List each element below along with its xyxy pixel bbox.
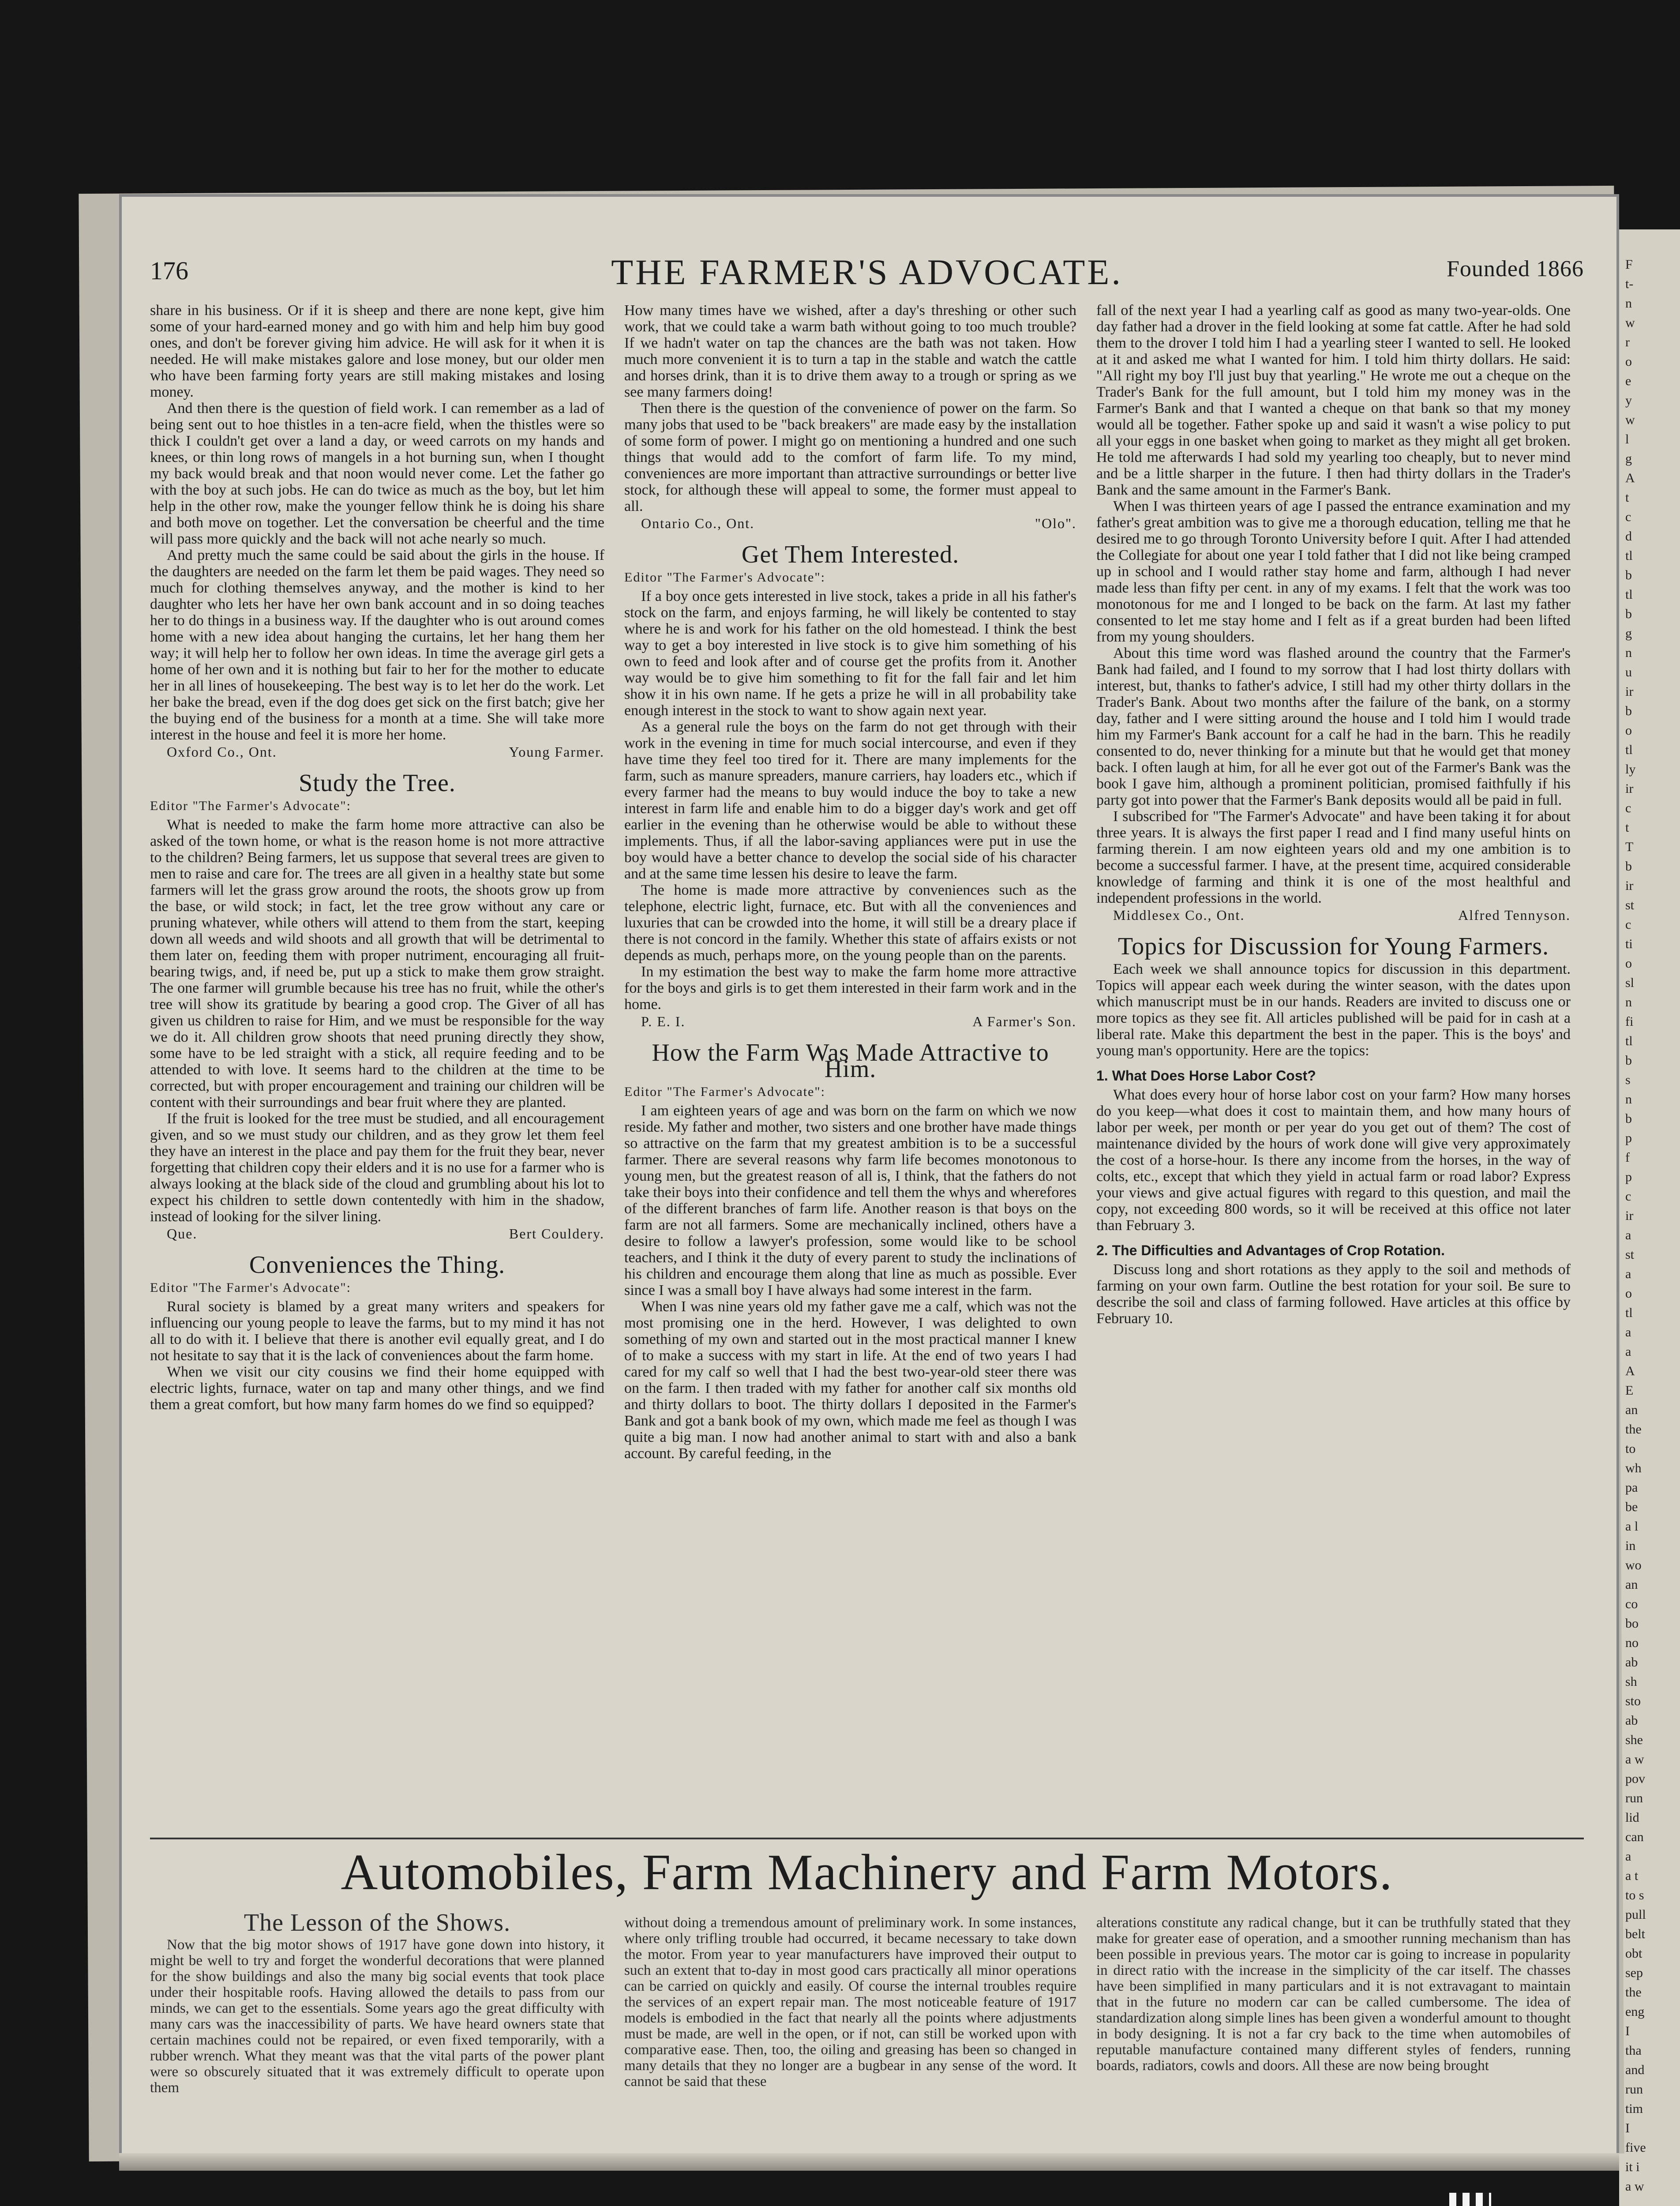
edge-text-fragment: she — [1625, 1733, 1643, 1747]
edge-text-fragment: ir — [1625, 1208, 1634, 1223]
edge-text-fragment: t — [1625, 820, 1629, 835]
edge-text-fragment: t- — [1625, 277, 1634, 291]
binder-clip — [1449, 2193, 1491, 2206]
edge-text-fragment: p — [1625, 1170, 1632, 1184]
edge-text-fragment: ir — [1625, 878, 1634, 893]
edge-text-fragment: t — [1625, 490, 1629, 505]
signature-name: "Olo". — [1035, 515, 1076, 531]
column-1 — [150, 302, 604, 1413]
edge-text-fragment: l — [1625, 432, 1629, 446]
edge-text-fragment: f — [1625, 1150, 1630, 1165]
column-2 — [624, 302, 1076, 1462]
edge-text-fragment: tl — [1625, 1034, 1633, 1048]
signature-name: Alfred Tennyson. — [1458, 907, 1571, 923]
paragraph: If a boy once gets interested in live stock, takes a pride in all his father's stock on the farm, and enjoys farming, he will likely be contented to stay where he is and work for his father on the old homestead. I think the best way to get a boy interested in live stock is to give him something of his own to feed and look after and of course get the profits from it. Another way would be to give him something to fit for the fall fair and let him show it in his own name. If he gets a prize he will in all probability take enough interest in the stock to want to show again next year. — [624, 588, 1076, 719]
edge-text-fragment: a — [1625, 1325, 1631, 1339]
signature-name: A Farmer's Son. — [972, 1013, 1076, 1029]
topic-heading: 2. The Difficulties and Advantages of Crop Rotation. — [1096, 1242, 1445, 1258]
paragraph: When I was thirteen years of age I passed the entrance examination and my father's great ambition was to give me a thorough education, telling me that he desired me to go through Toronto University before I quit. After I had attended the Collegiate for about one year I told father that I did not like being cramped up in school and I would rather stay home and farm, although I had never made less than fifty per cent. in any of my exams. I felt that the work was too monotonous for me and I longed to be back on the farm. At last my father consented to let me stay home and I felt as if a great burden had been lifted from my young shoulders. — [1096, 498, 1571, 645]
lower-column-3 — [1096, 1915, 1571, 2074]
signature-name: Young Farmer. — [509, 744, 604, 760]
paragraph: When we visit our city cousins we find their home equipped with electric lights, furnace, water on tap and many other things, and we find them a great comfort, but how many farm homes do we find so equipped? — [150, 1364, 604, 1413]
column-3 — [1096, 302, 1571, 1327]
edge-text-fragment: obt — [1625, 1946, 1642, 1961]
edge-text-fragment: g — [1625, 626, 1632, 641]
paragraph: fall of the next year I had a yearling calf as good as many two-year-olds. One day father had a drover in the field looking at some fat cattle. After he had sold them to the drover I told him I had a yearling steer I wanted to sell. He looked at it and asked me what I wanted for him. I told him thirty dollars. He said: "All right my boy I'll just buy that yearling." He wrote me out a cheque on the Trader's Bank for the full amount, but I told him my money was in the Farmer's Bank and that I wanted a cheque on that bank so that my money would all be together. Father spoke up and said it wasn't a wise policy to put all your eggs in one basket when going to market as they might all get broken. He told me afterwards I had sold my yearling too cheaply, but to never mind and be a little sharper in the future. I then had thirty dollars in the Trader's Bank and the same amount in the Farmer's Bank. — [1096, 302, 1571, 498]
edge-text-fragment: o — [1625, 723, 1632, 738]
edge-text-fragment: run — [1625, 2082, 1643, 2097]
editor-line: Editor "The Farmer's Advocate": — [624, 570, 825, 585]
edge-text-fragment: u — [1625, 665, 1632, 679]
edge-text-fragment: c — [1625, 917, 1631, 932]
paragraph: Now that the big motor shows of 1917 have gone down into history, it might be well to try and forget the wonderful decorations that were planned for the show buildings and also the many big social events that took place under their hospitable roofs. Having allowed the details to pass from our minds, we can get to the essentials. Some years ago the great difficulty with many cars was the inaccessibility of parts. We have heard owners state that certain machines could not be repaired, or even fixed temporarily, with a rubber wrench. What they meant was that the vital parts of the power plant were so obscurely situated that it was extremely difficult to operate upon them — [150, 1937, 604, 2096]
edge-text-fragment: ir — [1625, 684, 1634, 699]
edge-text-fragment: pov — [1625, 1771, 1645, 1786]
article-heading: Topics for Discussion for Young Farmers. — [1118, 933, 1549, 960]
signature-place: Middlesex Co., Ont. — [1113, 907, 1245, 923]
edge-text-fragment: bo — [1625, 1616, 1639, 1631]
edge-text-fragment: five — [1625, 2140, 1646, 2155]
edge-text-fragment: an — [1625, 1403, 1638, 1417]
edge-text-fragment: ly — [1625, 762, 1636, 777]
section-banner: Automobiles, Farm Machinery and Farm Motors. — [150, 1838, 1584, 1901]
edge-text-fragment: b — [1625, 568, 1632, 582]
edge-text-fragment: b — [1625, 859, 1632, 874]
edge-text-fragment: to — [1625, 1441, 1636, 1456]
edge-text-fragment: a — [1625, 1344, 1631, 1359]
paragraph: Then there is the question of the convenience of power on the farm. So many jobs that used to be "back breakers" are made easy by the installation of some form of power. I might go on mentioning a hundred and one such things that would add to the comfort of farm life. To my mind, conveniences are more important than attractive surroundings or better live stock, for although these will appeal to some, the former must appeal to all. — [624, 400, 1076, 514]
edge-text-fragment: r — [1625, 335, 1630, 349]
signature — [624, 515, 1076, 532]
paragraph: What does every hour of horse labor cost on your farm? How many horses do you keep—what does it cost to maintain them, and how many hours of labor per week, per month or per year do you get out of them? The cost of maintenance divided by the hours of work done will give very approximately the cost of a horse-hour. Is there any income from the horses, in the way of colts, etc., except that which they yield in actual farm or road labor? Express your views and give actual figures with regard to this question, and mail the copy, not exceeding 800 words, so it will be received at this office not later than February 3. — [1096, 1087, 1571, 1234]
signature — [624, 1013, 1076, 1030]
page-bottom-curl — [119, 2153, 1619, 2171]
edge-text-fragment: n — [1625, 645, 1632, 660]
edge-text-fragment: c — [1625, 801, 1631, 815]
edge-text-fragment: F — [1625, 257, 1633, 272]
page-number: 176 — [150, 256, 188, 285]
signature — [150, 744, 604, 760]
edge-text-fragment: c — [1625, 510, 1631, 524]
edge-text-fragment: sto — [1625, 1694, 1641, 1708]
edge-text-fragment: w — [1625, 413, 1635, 427]
edge-text-fragment: A — [1625, 1364, 1635, 1378]
masthead-title: THE FARMER'S ADVOCATE. — [611, 252, 1123, 292]
article-heading: Get Them Interested. — [741, 541, 960, 568]
lower-column-1 — [150, 1909, 604, 2096]
edge-text-fragment: a w — [1625, 2179, 1644, 2194]
paragraph: I am eighteen years of age and was born on the farm on which we now reside. My father and mother, two sisters and one brother have made things so attractive on the farm that my greatest ambition is to be a successful farmer. There are several reasons why farm life becomes monotonous to young men, but the greatest reason of all is, I think, that the fathers do not take their boys into their confidence and tell them the whys and wherefores of the different branches of farm life. Another reason is that boys on the farm are not all farmers. Some are mechanically inclined, others have a desire to follow a lawyer's profession, some would like to be school teachers, and I think it the duty of every parent to study the inclinations of his children and encourage them along that line as much as possible. Ever since I was a small boy I have always had some interest in the farm. — [624, 1103, 1076, 1298]
edge-text-fragment: ab — [1625, 1655, 1638, 1670]
edge-text-fragment: a — [1625, 1849, 1631, 1864]
founded-line: Founded 1866 — [1447, 256, 1584, 281]
edge-text-fragment: ir — [1625, 781, 1634, 796]
edge-text-fragment: d — [1625, 529, 1632, 544]
paragraph: The home is made more attractive by conveniences such as the telephone, electric light, furnace, etc. But with all the conveniences and luxuries that can be crowded into the home, it will still be a dreary place if there is not concord in the family. Whether this state of affairs exists or not depends as much, perhaps more, on the young people than on the parents. — [624, 882, 1076, 964]
paragraph: Discuss long and short rotations as they apply to the soil and methods of farming on your own farm. Outline the best rotation for your soil. Be sure to describe the soil and class of farming followed. Have articles at this office by February 10. — [1096, 1261, 1571, 1327]
edge-text-fragment: st — [1625, 898, 1635, 912]
edge-text-fragment: a t — [1625, 1868, 1639, 1883]
edge-text-fragment: no — [1625, 1636, 1639, 1650]
edge-text-fragment: b — [1625, 1111, 1632, 1126]
topic-heading: 1. What Does Horse Labor Cost? — [1096, 1068, 1316, 1084]
edge-text-fragment: sh — [1625, 1674, 1637, 1689]
edge-text-fragment: sep — [1625, 1966, 1643, 1980]
paragraph: How many times have we wished, after a day's threshing or other such work, that we could take a warm bath without going to too much trouble? If we hadn't water on tap the chances are the bath was not taken. How much more convenient it is to turn a tap in the stable and watch the cattle and horses drink, than it is to drive them away to a trough or spring as we see many farmers doing! — [624, 302, 1076, 400]
article-heading: Conveniences the Thing. — [249, 1251, 506, 1279]
paragraph: About this time word was flashed around the country that the Farmer's Bank had failed, and I found to my sorrow that I had lost thirty dollars with interest, but, thanks to father's advice, I still had my other thirty dollars in the Trader's Bank. About two months after the failure of the bank, on a stormy day, father and I were sitting around the house and I told him I would trade him my Farmer's Bank account for a calf he had in the barn. This he readily consented to do, never thinking for a minute but that he would get that money back. I often laugh at him, for all he ever got out of the Farmer's Bank was the book I gave him, although a prominent politician, promised faithfully if his party got into power that the Farmer's Bank deposits would all be paid in full. — [1096, 645, 1571, 808]
edge-text-fragment: y — [1625, 393, 1632, 408]
paragraph: share in his business. Or if it is sheep and there are none kept, give him some of your hard-earned money and go with him and help him buy good ones, and don't be forever giving him advice. He will ask for it when it is needed. He will make mistakes galore and lose money, but our older men who have been farming forty years are still making mistakes and losing money. — [150, 302, 604, 400]
edge-text-fragment: to s — [1625, 1888, 1644, 1902]
adjacent-page-edge — [1619, 229, 1680, 2206]
edge-text-fragment: I — [1625, 2024, 1630, 2038]
edge-text-fragment: co — [1625, 1597, 1638, 1611]
edge-text-fragment: a — [1625, 1267, 1631, 1281]
paragraph: Each week we shall announce topics for discussion in this department. Topics will appear each week during the winter season, with the dates upon which manuscript must be in our hands. Readers are invited to discuss one or more topics as they see fit. All articles published will be paid for in cash at a liberal rate. Make this department the best in the paper. This is the boys' and young man's opportunity. Here are the topics: — [1096, 961, 1571, 1059]
edge-text-fragment: b — [1625, 1053, 1632, 1068]
signature-place: Oxford Co., Ont. — [167, 744, 277, 760]
edge-text-fragment: fi — [1625, 1014, 1634, 1029]
edge-text-fragment: T — [1625, 840, 1634, 854]
lower-column-2 — [624, 1915, 1076, 2090]
paragraph: without doing a tremendous amount of preliminary work. In some instances, where only trifling trouble had occurred, it became necessary to take down the motor. From year to year manufacturers have improved their output to such an extent that to-day in most good cars practically all minor operations can be carried on quickly and easily. Of course the internal troubles require the services of an expert repair man. The most noticeable feature of 1917 models is embodied in the fact that nearly all the points where adjustments must be made, are well in the open, or if not, can still be worked upon with comparative ease. Then, too, the oiling and greasing has been so changed in many details that they no longer are a bugbear in any sense of the word. It cannot be said that these — [624, 1915, 1076, 2090]
edge-text-fragment: can — [1625, 1830, 1644, 1844]
edge-text-fragment: the — [1625, 1422, 1642, 1437]
edge-text-fragment: n — [1625, 995, 1632, 1009]
edge-text-fragment: tl — [1625, 587, 1633, 602]
edge-text-fragment: eng — [1625, 2004, 1645, 2019]
edge-text-fragment: ab — [1625, 1713, 1638, 1728]
page-header — [150, 251, 1584, 291]
edge-text-fragment: o — [1625, 354, 1632, 369]
article-heading: Study the Tree. — [299, 769, 456, 797]
edge-text-fragment: sl — [1625, 975, 1635, 990]
paragraph: In my estimation the best way to make the farm home more attractive for the boys and girls is to get them interested in their farm work and in the home. — [624, 964, 1076, 1013]
article-heading: The Lesson of the Shows. — [244, 1909, 511, 1936]
signature-place: Ontario Co., Ont. — [641, 515, 755, 531]
signature-name: Bert Couldery. — [509, 1226, 604, 1242]
edge-text-fragment: o — [1625, 1286, 1632, 1301]
edge-text-fragment: b — [1625, 704, 1632, 718]
edge-text-fragment: a l — [1625, 1519, 1639, 1534]
edge-text-fragment: tim — [1625, 2101, 1643, 2116]
edge-text-fragment: o — [1625, 956, 1632, 971]
edge-text-fragment: tl — [1625, 1306, 1633, 1320]
edge-text-fragment: n — [1625, 1092, 1632, 1107]
edge-text-fragment: an — [1625, 1577, 1638, 1592]
edge-text-fragment: pa — [1625, 1480, 1638, 1495]
edge-text-fragment: it i — [1625, 2160, 1640, 2174]
editor-line: Editor "The Farmer's Advocate": — [624, 1084, 825, 1099]
editor-line: Editor "The Farmer's Advocate": — [150, 799, 351, 813]
edge-text-fragment: n — [1625, 296, 1632, 311]
signature-place: Que. — [167, 1226, 198, 1242]
article-heading: How the Farm Was Made Attractive to Him. — [652, 1039, 1049, 1083]
edge-text-fragment: s — [1625, 1073, 1631, 1087]
paragraph: If the fruit is looked for the tree must be studied, and all encouragement given, and so we must study our children, and as they grow let them feel they have an interest in the place and pay them for the fruit they bear, never forgetting that children copy their elders and it is no use for a farmer who is always looking at the black side of the cloud and grumbling about his lot to expect his children to settle down contentedly with him in the shadow, instead of looking for the silver lining. — [150, 1111, 604, 1225]
edge-text-fragment: A — [1625, 471, 1635, 485]
edge-text-fragment: ti — [1625, 937, 1633, 951]
signature — [1096, 907, 1571, 923]
edge-text-fragment: wh — [1625, 1461, 1642, 1475]
edge-text-fragment: belt — [1625, 1927, 1645, 1941]
signature-place: P. E. I. — [641, 1013, 686, 1029]
paragraph: alterations constitute any radical change, but it can be truthfully stated that they make for greater ease of operation, and a smoother running mechanism than has been possible in previous years. The motor car is going to increase in popularity in direct ratio with the increase in the simplicity of the car itself. The chasses have been simplified in many particulars and it is not extravagant to maintain that in the future no modern car can be called cumbersome. The idea of standardization along simple lines has been given a wonderful amount to thought in body designing. It is not a far cry back to the time when automobiles of reputable manufacture contained many different styles of fenders, running boards, radiators, cowls and doors. All these are now being brought — [1096, 1915, 1571, 2074]
paragraph: Rural society is blamed by a great many writers and speakers for influencing our young people to leave the farms, but to my mind it has not all to do with it. I believe that there is another evil equally great, and I do not hesitate to say that it is the lack of conveniences about the farm home. — [150, 1298, 604, 1364]
edge-text-fragment: a w — [1625, 1752, 1644, 1767]
edge-text-fragment: w — [1625, 315, 1635, 330]
paragraph: I subscribed for "The Farmer's Advocate" and have been taking it for about three years. It is always the first paper I read and I find many useful hints on farming therein. I am now eighteen years old and my one ambition is to become a successful farmer. I have, at the present time, acquired considerable knowledge of farming and think it is one of the most healthful and independent professions in the world. — [1096, 808, 1571, 906]
edge-text-fragment: the — [1625, 1985, 1642, 2000]
edge-text-fragment: I — [1625, 2121, 1630, 2135]
editor-line: Editor "The Farmer's Advocate": — [150, 1280, 351, 1295]
edge-text-fragment: e — [1625, 374, 1631, 388]
edge-text-fragment: a — [1625, 1228, 1631, 1242]
edge-text-fragment: and — [1625, 2063, 1645, 2077]
edge-text-fragment: tl — [1625, 548, 1633, 563]
edge-text-fragment: wo — [1625, 1558, 1642, 1572]
newspaper-page — [119, 194, 1619, 2162]
paragraph: What is needed to make the farm home more attractive can also be asked of the town home, or what is the reason home is not more attractive to the children? Being farmers, let us suppose that several trees are given to men to raise and care for. The trees are all given in a healthy state but some farmers will let the grass grow around the roots, the shoots grow up from the base, or wild stock; in fact, let the tree grow without any care or pruning whatever, while others will attend to them from the start, keeping down all weeds and wild shoots and all growth that will be detrimental to them later on, feeding them with proper nutriment, encouraging all fruit-bearing twigs, and, if need be, put up a stick to make them grow straight. The one farmer will grumble because his tree has no fruit, while the other's tree will show its gratitude by bearing a good crop. The Giver of all has given us children to raise for Him, and we must be responsible for the way we do it. All children grow shoots that need pruning directly they show, some have to be led straight with a stick, all require feeding and to be attended to with love. It seems hard to the children at the time to be corrected, but with proper encouragement and training our children will be content with their surroundings and bear fruit where they are planted. — [150, 817, 604, 1111]
edge-text-fragment: be — [1625, 1500, 1638, 1514]
edge-text-fragment: run — [1625, 1791, 1643, 1805]
edge-text-fragment: g — [1625, 451, 1632, 466]
edge-text-fragment: pull — [1625, 1907, 1646, 1922]
edge-text-fragment: lid — [1625, 1810, 1639, 1825]
signature — [150, 1226, 604, 1242]
paragraph: And then there is the question of field work. I can remember as a lad of being sent out to hoe thistles in a ten-acre field, when the thistles were so thick I couldn't get over a land a day, or weed carrots on my hands and knees, or thin long rows of mangels in a hot burning sun, when I thought my back would break and that noon would never come. Let the father go with the boy at such jobs. He can do twice as much as the boy, but let him help in the other row, make the younger fellow think he is doing his share and both move on together. Let the conversation be cheerful and the time will pass more quickly and the back will not ache nearly so much. — [150, 400, 604, 547]
paragraph: And pretty much the same could be said about the girls in the house. If the daughters are needed on the farm let them be paid wages. They need so much for clothing themselves anyway, and the mother is kind to her daughter who lets her have her own bank account and in so doing teaches her to do things in a business way. If the daughter who is out around comes home with a new idea about hanging the curtains, let her hang them her way; it will help her to follow her own ideas. In time the average girl gets a home of her own and it is nothing but fair to her for the mother to educate her in all lines of housekeeping. The best way is to let her do the work. Let her bake the bread, even if the dog does get sick on the first batch; give her the buying end of the business for a month at a time. She will take more interest in the house and feel it is more her home. — [150, 547, 604, 743]
edge-text-fragment: c — [1625, 1189, 1631, 1204]
edge-text-fragment: in — [1625, 1538, 1636, 1553]
edge-text-fragment: tha — [1625, 2043, 1642, 2058]
paragraph: As a general rule the boys on the farm do not get through with their work in the evening in time for much social intercourse, and even if they have time they feel too tired for it. There are many implements for the farm, such as manure spreaders, manure carriers, hay loaders etc., which if every farmer had the means to buy would induce the boy to take a new interest in farm life and enable him to do a bigger day's work and get off earlier in the evening than he otherwise would be able to without these implements. Thus, if all the labor-saving appliances were put in use the boy would have a better chance to develop the social side of his character and at the same time lessen his desire to leave the farm. — [624, 719, 1076, 882]
edge-text-fragment: b — [1625, 607, 1632, 621]
edge-text-fragment: E — [1625, 1383, 1634, 1398]
edge-text-fragment: st — [1625, 1247, 1635, 1262]
paragraph: When I was nine years old my father gave me a calf, which was not the most promising one in the herd. However, I was delighted to own something of my own and started out in the most practical manner I knew of to make a success with my start in life. At the end of two years I had cared for my calf so well that I had the best two-year-old steer there was on the farm. I then traded with my father for another calf six months old and thirty dollars to boot. The thirty dollars I deposited in the Farmer's Bank and got a bank book of my own, which made me feel as though I was quite a big man. I now had another animal to start with and also a bank account. By careful feeding, in the — [624, 1298, 1076, 1462]
edge-text-fragment: tl — [1625, 743, 1633, 757]
edge-text-fragment: p — [1625, 1131, 1632, 1145]
